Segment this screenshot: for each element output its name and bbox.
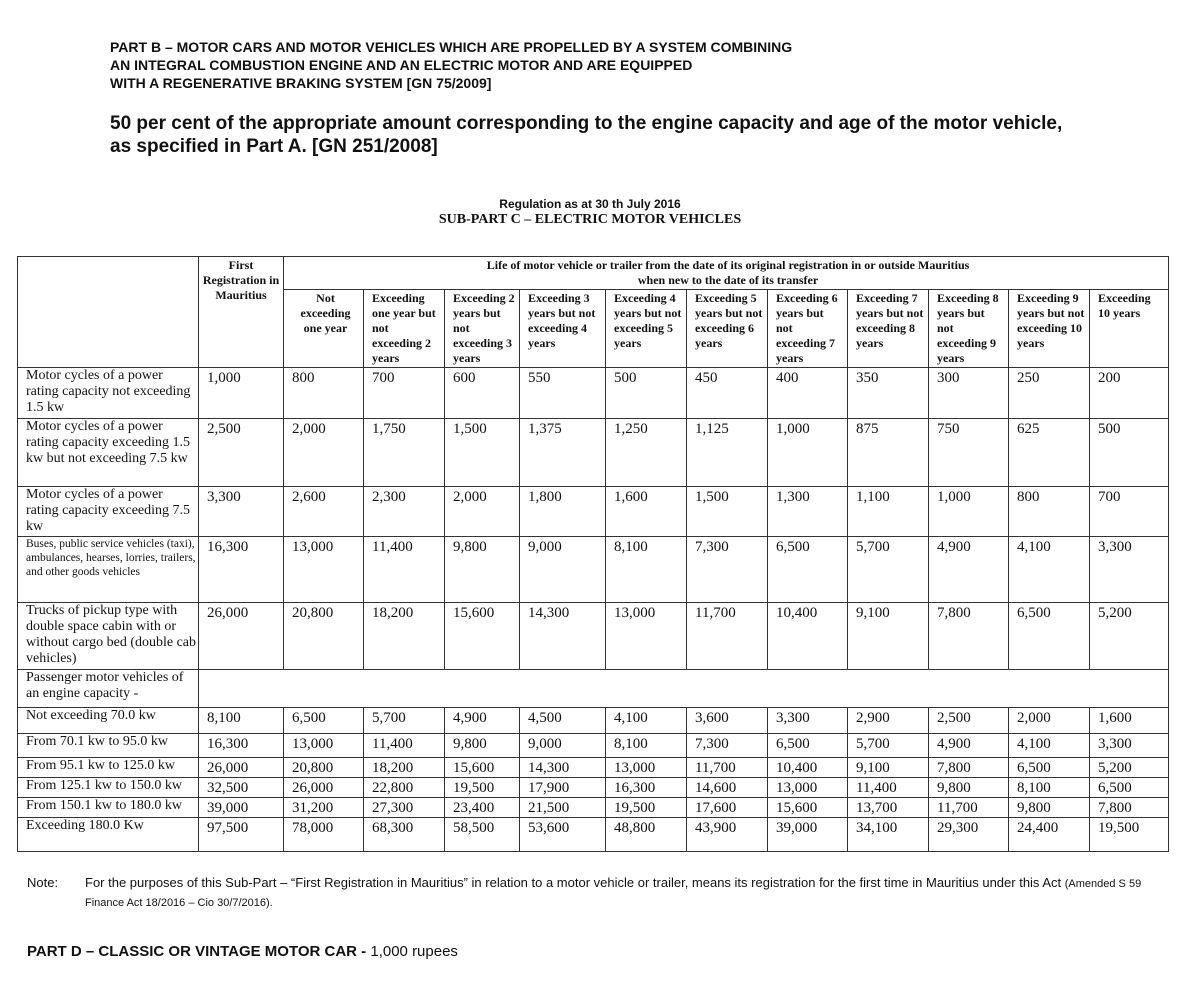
fee-cell: 2,300: [364, 487, 445, 537]
fee-cell: 1,125: [687, 419, 768, 487]
fee-cell: 3,600: [687, 708, 768, 734]
fee-cell: 39,000: [768, 818, 848, 852]
fee-cell: 7,300: [687, 537, 768, 603]
age-band-header: Exceeding 2 years but not exceeding 3 years: [445, 290, 520, 368]
fee-cell: 9,800: [1009, 798, 1090, 818]
fee-cell: 9,000: [520, 734, 606, 758]
fee-cell: 450: [687, 368, 768, 419]
fee-cell: 18,200: [364, 603, 445, 670]
fee-cell: 3,300: [199, 487, 284, 537]
fee-cell: 21,500: [520, 798, 606, 818]
fee-cell: 31,200: [284, 798, 364, 818]
age-band-header: Exceeding 6 years but not exceeding 7 years: [768, 290, 848, 368]
fee-cell: 11,400: [364, 537, 445, 603]
fee-cell: 19,500: [1090, 818, 1169, 852]
fee-cell: 550: [520, 368, 606, 419]
fee-cell: 16,300: [199, 537, 284, 603]
row-label: From 95.1 kw to 125.0 kw: [18, 758, 199, 778]
fee-cell: 13,000: [284, 537, 364, 603]
fee-cell: 1,800: [520, 487, 606, 537]
fee-cell: 6,500: [1009, 603, 1090, 670]
fee-cell: 5,700: [848, 734, 929, 758]
part-b-heading-line: AN INTEGRAL COMBUSTION ENGINE AND AN ELECTRIC MOTOR AND ARE EQUIPPED: [110, 57, 693, 73]
fee-cell: 18,200: [364, 758, 445, 778]
passenger-label: Passenger motor vehicles of an engine capacity -: [18, 670, 199, 708]
fee-cell: 6,500: [768, 734, 848, 758]
fee-cell: 1,500: [687, 487, 768, 537]
fee-cell: 6,500: [768, 537, 848, 603]
passenger-label-row: [18, 670, 1169, 708]
age-band-header: Exceeding 4 years but not exceeding 5 years: [606, 290, 687, 368]
fee-cell: 2,600: [284, 487, 364, 537]
fee-cell: 7,300: [687, 734, 768, 758]
fee-cell: 26,000: [199, 603, 284, 670]
row-label: Motor cycles of a power rating capacity exceeding 7.5 kw: [18, 487, 199, 537]
fee-cell: 10,400: [768, 758, 848, 778]
row-label: Not exceeding 70.0 kw: [18, 708, 199, 734]
part-b-heading-line: WITH A REGENERATIVE BRAKING SYSTEM [GN 75/2009]: [110, 75, 492, 91]
life-of-vehicle-header: [284, 257, 1169, 290]
fee-cell: 16,300: [606, 778, 687, 798]
fee-cell: 17,900: [520, 778, 606, 798]
fee-cell: 78,000: [284, 818, 364, 852]
fee-cell: 700: [364, 368, 445, 419]
fee-cell: 4,500: [520, 708, 606, 734]
part-b-body-line: as specified in Part A. [GN 251/2008]: [110, 136, 438, 157]
table-row: [18, 487, 1169, 537]
fee-cell: 20,800: [284, 758, 364, 778]
fee-cell: 97,500: [199, 818, 284, 852]
fee-cell: 2,500: [199, 419, 284, 487]
age-band-header: Exceeding 5 years but not exceeding 6 years: [687, 290, 768, 368]
note-amendment: (Amended S 59 Finance Act 18/2016 – Cio 30/7/2016).: [85, 878, 1142, 909]
row-label: From 70.1 kw to 95.0 kw: [18, 734, 199, 758]
fee-cell: 2,000: [284, 419, 364, 487]
fee-cell: 14,600: [687, 778, 768, 798]
fee-cell: 250: [1009, 368, 1090, 419]
fee-cell: 1,750: [364, 419, 445, 487]
fee-cell: 8,100: [606, 537, 687, 603]
fee-cell: 350: [848, 368, 929, 419]
fee-cell: 800: [284, 368, 364, 419]
age-band-header: Exceeding 3 years but not exceeding 4 years: [520, 290, 606, 368]
fee-cell: 7,800: [929, 758, 1009, 778]
fee-cell: 4,900: [929, 734, 1009, 758]
fee-cell: 13,000: [606, 603, 687, 670]
fee-cell: 13,000: [768, 778, 848, 798]
header-blank-cell: [18, 257, 199, 368]
life-header-line: Life of motor vehicle or trailer from the date of its original registration in or outside Mauritius: [486, 258, 970, 272]
table-row: [18, 603, 1169, 670]
fee-cell: 5,200: [1090, 603, 1169, 670]
fee-cell: 7,800: [929, 603, 1009, 670]
fee-cell: 15,600: [445, 758, 520, 778]
fee-cell: 8,100: [606, 734, 687, 758]
table-row: [18, 368, 1169, 419]
fee-cell: 2,500: [929, 708, 1009, 734]
fee-cell: 26,000: [199, 758, 284, 778]
fee-cell: 200: [1090, 368, 1169, 419]
fee-cell: 13,000: [284, 734, 364, 758]
fee-cell: 15,600: [445, 603, 520, 670]
fee-cell: 2,900: [848, 708, 929, 734]
fee-cell: 6,500: [1090, 778, 1169, 798]
age-band-header: Exceeding 7 years but not exceeding 8 years: [848, 290, 929, 368]
fee-cell: 14,300: [520, 603, 606, 670]
fee-cell: 4,900: [929, 537, 1009, 603]
fee-cell: 750: [929, 419, 1009, 487]
subpart-title: SUB-PART C – ELECTRIC MOTOR VEHICLES: [438, 212, 742, 227]
row-label: Motor cycles of a power rating capacity exceeding 1.5 kw but not exceeding 7.5 kw: [18, 419, 199, 487]
fee-cell: 17,600: [687, 798, 768, 818]
fee-cell: 20,800: [284, 603, 364, 670]
fee-cell: 4,100: [1009, 537, 1090, 603]
fee-cell: 5,700: [848, 537, 929, 603]
fee-cell: 11,700: [687, 758, 768, 778]
part-b-body-line: 50 per cent of the appropriate amount corresponding to the engine capacity and age of the motor vehicle,: [110, 113, 1063, 134]
fee-cell: 11,700: [687, 603, 768, 670]
regulation-date-line: Regulation as at 30 th July 2016: [499, 197, 681, 211]
part-d-line: [27, 943, 458, 960]
table-row: [18, 818, 1169, 852]
fee-cell: 1,000: [199, 368, 284, 419]
fee-cell: 1,600: [606, 487, 687, 537]
fee-cell: 9,800: [445, 734, 520, 758]
fee-cell: 16,300: [199, 734, 284, 758]
fee-cell: 1,600: [1090, 708, 1169, 734]
fee-cell: 500: [1090, 419, 1169, 487]
table-row: [18, 778, 1169, 798]
fee-cell: 15,600: [768, 798, 848, 818]
fee-cell: 19,500: [445, 778, 520, 798]
life-header-line: when new to the date of its transfer: [637, 273, 819, 287]
fee-cell: 500: [606, 368, 687, 419]
table-row: [18, 537, 1169, 603]
fee-cell: 9,100: [848, 603, 929, 670]
fee-cell: 2,000: [445, 487, 520, 537]
table-row: [18, 734, 1169, 758]
fee-cell: 1,375: [520, 419, 606, 487]
note-body: For the purposes of this Sub-Part – “First Registration in Mauritius” in relation to a motor vehicle or trailer, means its registration for the first time in Mauritius under this Act: [85, 875, 1062, 890]
fee-cell: 3,300: [1090, 734, 1169, 758]
fee-cell: 800: [1009, 487, 1090, 537]
table-row: [18, 798, 1169, 818]
age-band-header: Not exceeding one year: [284, 290, 364, 368]
fee-cell: 68,300: [364, 818, 445, 852]
fee-cell: 11,400: [848, 778, 929, 798]
fee-cell: 875: [848, 419, 929, 487]
row-label: Trucks of pickup type with double space cabin with or without cargo bed (double cab vehicles): [18, 603, 199, 670]
fee-cell: 11,400: [364, 734, 445, 758]
row-label: Exceeding 180.0 Kw: [18, 818, 199, 852]
first-registration-header: First Registration in Mauritius: [199, 257, 284, 368]
fee-cell: 1,000: [768, 419, 848, 487]
table-row: [18, 758, 1169, 778]
fee-cell: 19,500: [606, 798, 687, 818]
fee-cell: 10,400: [768, 603, 848, 670]
fee-cell: 58,500: [445, 818, 520, 852]
fee-cell: 4,900: [445, 708, 520, 734]
fee-cell: 1,000: [929, 487, 1009, 537]
age-band-header: Exceeding one year but not exceeding 2 years: [364, 290, 445, 368]
fee-cell: 5,700: [364, 708, 445, 734]
part-d-title: PART D – CLASSIC OR VINTAGE MOTOR CAR -: [27, 943, 367, 960]
fee-cell: 1,500: [445, 419, 520, 487]
fee-cell: 34,100: [848, 818, 929, 852]
fee-cell: 14,300: [520, 758, 606, 778]
fee-cell: 27,300: [364, 798, 445, 818]
fee-cell: 43,900: [687, 818, 768, 852]
fee-cell: 300: [929, 368, 1009, 419]
part-b-heading-line: PART B – MOTOR CARS AND MOTOR VEHICLES WHICH ARE PROPELLED BY A SYSTEM COMBINING: [110, 39, 793, 55]
fee-cell: 1,100: [848, 487, 929, 537]
part-b-heading: [110, 38, 1010, 92]
note-text: [85, 874, 1167, 912]
rates-body: [18, 368, 1169, 852]
fee-cell: 39,000: [199, 798, 284, 818]
fee-cell: 6,500: [1009, 758, 1090, 778]
fee-cell: 5,200: [1090, 758, 1169, 778]
fee-cell: 8,100: [1009, 778, 1090, 798]
fee-cell: 9,000: [520, 537, 606, 603]
fee-cell: 9,100: [848, 758, 929, 778]
age-band-header: Exceeding 9 years but not exceeding 10 years: [1009, 290, 1090, 368]
row-label: Buses, public service vehicles (taxi), ambulances, hearses, lorries, trailers, and other goods vehicles: [18, 537, 199, 603]
row-label: From 125.1 kw to 150.0 kw: [18, 778, 199, 798]
row-label: From 150.1 kw to 180.0 kw: [18, 798, 199, 818]
table-row: [18, 708, 1169, 734]
fee-cell: 48,800: [606, 818, 687, 852]
fee-cell: 53,600: [520, 818, 606, 852]
fee-cell: 625: [1009, 419, 1090, 487]
fee-cell: 9,800: [445, 537, 520, 603]
fee-cell: 32,500: [199, 778, 284, 798]
fee-cell: 11,700: [929, 798, 1009, 818]
fee-cell: 24,400: [1009, 818, 1090, 852]
fee-cell: 22,800: [364, 778, 445, 798]
fee-cell: 3,300: [768, 708, 848, 734]
fee-cell: 1,250: [606, 419, 687, 487]
fee-cell: 700: [1090, 487, 1169, 537]
fee-cell: 3,300: [1090, 537, 1169, 603]
row-label: Motor cycles of a power rating capacity not exceeding 1.5 kw: [18, 368, 199, 419]
passenger-label-blank: [199, 670, 1169, 708]
note-label: Note:: [27, 875, 59, 890]
fee-cell: 4,100: [1009, 734, 1090, 758]
part-b-body: [110, 112, 1110, 158]
age-band-header: Exceeding 10 years: [1090, 290, 1169, 368]
fee-cell: 2,000: [1009, 708, 1090, 734]
fee-cell: 13,000: [606, 758, 687, 778]
fee-cell: 9,800: [929, 778, 1009, 798]
fee-cell: 400: [768, 368, 848, 419]
fee-cell: 13,700: [848, 798, 929, 818]
fee-cell: 6,500: [284, 708, 364, 734]
age-band-header: Exceeding 8 years but not exceeding 9 years: [929, 290, 1009, 368]
part-d-amount: 1,000 rupees: [370, 943, 458, 960]
fee-cell: 4,100: [606, 708, 687, 734]
table-row: [18, 419, 1169, 487]
fee-cell: 26,000: [284, 778, 364, 798]
fee-cell: 23,400: [445, 798, 520, 818]
fee-cell: 1,300: [768, 487, 848, 537]
fee-cell: 8,100: [199, 708, 284, 734]
fee-cell: 29,300: [929, 818, 1009, 852]
fee-cell: 7,800: [1090, 798, 1169, 818]
rates-table: [17, 256, 1169, 852]
fee-cell: 600: [445, 368, 520, 419]
